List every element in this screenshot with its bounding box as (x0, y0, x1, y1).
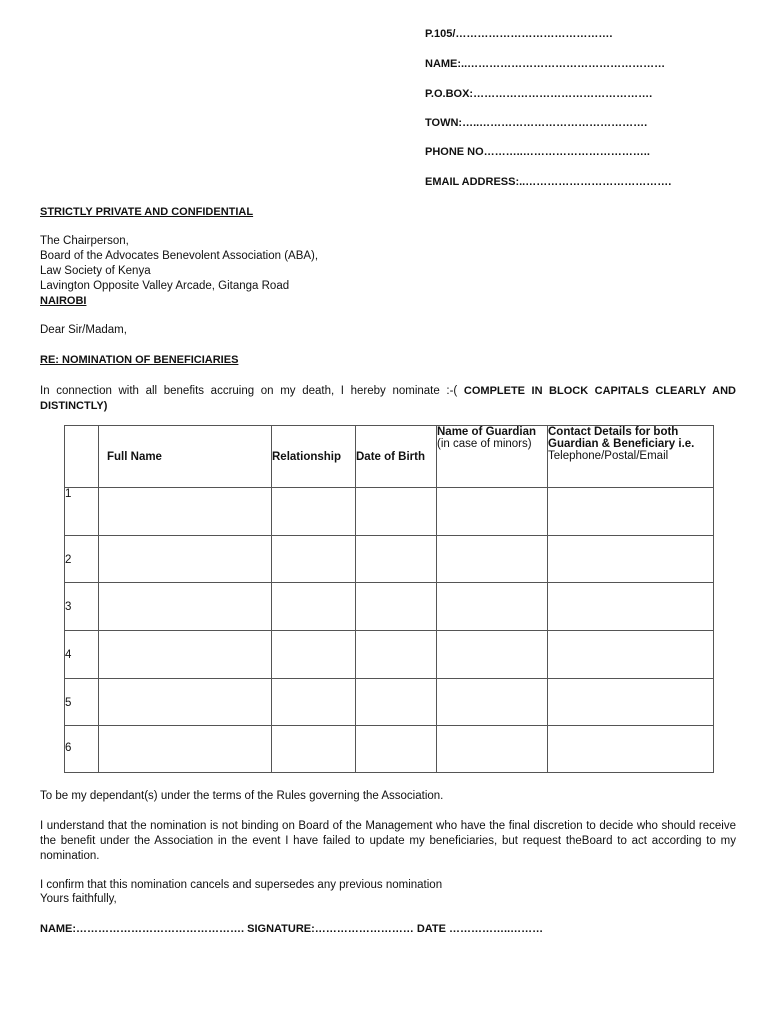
cell-relationship[interactable] (272, 488, 356, 536)
row-number: 1 (65, 488, 99, 536)
understand-paragraph: I understand that the nomination is not binding on Board of the Management who have the final discretion to decide who should receive the benefit under the Association in the event I have failed to update my beneficiaries, but request theBoard to act according to my nomination. (40, 820, 736, 862)
cell-full-name[interactable] (99, 583, 272, 631)
signature-line[interactable]: NAME:………………………………………. SIGNATURE:……………………… DATE ……………..……… (40, 923, 544, 935)
cell-contact[interactable] (548, 536, 714, 583)
cell-guardian[interactable] (437, 536, 548, 583)
dependants-statement: To be my dependant(s) under the terms of the Rules governing the Association. (40, 790, 444, 802)
closing: Yours faithfully, (40, 893, 117, 905)
confirm-statement: I confirm that this nomination cancels and supersedes any previous nomination (40, 879, 443, 891)
header-full-name: Full Name (99, 426, 272, 488)
field-name[interactable]: NAME:..……………………………………………… (425, 58, 666, 70)
header-number (65, 426, 99, 488)
field-po-box[interactable]: P.O.BOX:…………………………………………. (425, 88, 653, 100)
header-contact (548, 426, 714, 488)
cell-contact[interactable] (548, 631, 714, 679)
cell-full-name[interactable] (99, 679, 272, 726)
cell-date-of-birth[interactable] (356, 631, 437, 679)
row-number: 4 (65, 631, 99, 679)
table-row (65, 488, 714, 536)
header-contact-title: Contact Details for both Guardian & Beneficiary i.e. (548, 426, 695, 450)
field-town[interactable]: TOWN:…..………………………………………. (425, 117, 648, 129)
intro-paragraph (40, 384, 736, 414)
cell-guardian[interactable] (437, 488, 548, 536)
cell-relationship[interactable] (272, 631, 356, 679)
cell-contact[interactable] (548, 488, 714, 536)
cell-relationship[interactable] (272, 536, 356, 583)
address-line-1: The Chairperson, (40, 235, 129, 247)
cell-contact[interactable] (548, 679, 714, 726)
cell-relationship[interactable] (272, 726, 356, 773)
address-line-2: Board of the Advocates Benevolent Association (ABA), (40, 250, 319, 262)
field-phone[interactable]: PHONE NO………..…………………………….. (425, 146, 650, 158)
cell-contact[interactable] (548, 583, 714, 631)
cell-date-of-birth[interactable] (356, 488, 437, 536)
table-row (65, 536, 714, 583)
salutation: Dear Sir/Madam, (40, 324, 127, 336)
cell-date-of-birth[interactable] (356, 679, 437, 726)
header-relationship: Relationship (272, 426, 356, 488)
cell-date-of-birth[interactable] (356, 536, 437, 583)
cell-full-name[interactable] (99, 488, 272, 536)
field-email[interactable]: EMAIL ADDRESS:..…………………………………. (425, 176, 672, 188)
header-guardian-title: Name of Guardian (437, 426, 537, 438)
cell-date-of-birth[interactable] (356, 583, 437, 631)
cell-date-of-birth[interactable] (356, 726, 437, 773)
header-contact-note: Telephone/Postal/Email (548, 450, 669, 462)
cell-relationship[interactable] (272, 583, 356, 631)
row-number: 2 (65, 536, 99, 583)
table-row (65, 583, 714, 631)
cell-full-name[interactable] (99, 536, 272, 583)
header-guardian-note: (in case of minors) (437, 438, 532, 450)
table-row (65, 679, 714, 726)
cell-contact[interactable] (548, 726, 714, 773)
intro-instruction: COMPLETE IN BLOCK CAPITALS CLEARLY AND DISTINCTLY) (40, 385, 736, 412)
cell-guardian[interactable] (437, 679, 548, 726)
table-row (65, 631, 714, 679)
address-line-3: Law Society of Kenya (40, 265, 151, 277)
field-p105[interactable]: P.105/……………………………………. (425, 28, 613, 40)
row-number: 3 (65, 583, 99, 631)
cell-guardian[interactable] (437, 583, 548, 631)
row-number: 6 (65, 726, 99, 773)
subject-heading: RE: NOMINATION OF BENEFICIARIES (40, 354, 239, 366)
table-header-row (65, 426, 714, 488)
cell-relationship[interactable] (272, 679, 356, 726)
table-row (65, 726, 714, 773)
header-date-of-birth: Date of Birth (356, 426, 437, 488)
cell-guardian[interactable] (437, 631, 548, 679)
nomination-table (64, 425, 714, 773)
row-number: 5 (65, 679, 99, 726)
intro-text: In connection with all benefits accruing on my death, I hereby nominate :-( (40, 385, 464, 397)
cell-full-name[interactable] (99, 726, 272, 773)
cell-guardian[interactable] (437, 726, 548, 773)
cell-full-name[interactable] (99, 631, 272, 679)
address-line-4: Lavington Opposite Valley Arcade, Gitanga Road (40, 280, 290, 292)
address-city: NAIROBI (40, 295, 87, 307)
header-guardian (437, 426, 548, 488)
confidential-heading: STRICTLY PRIVATE AND CONFIDENTIAL (40, 206, 254, 218)
